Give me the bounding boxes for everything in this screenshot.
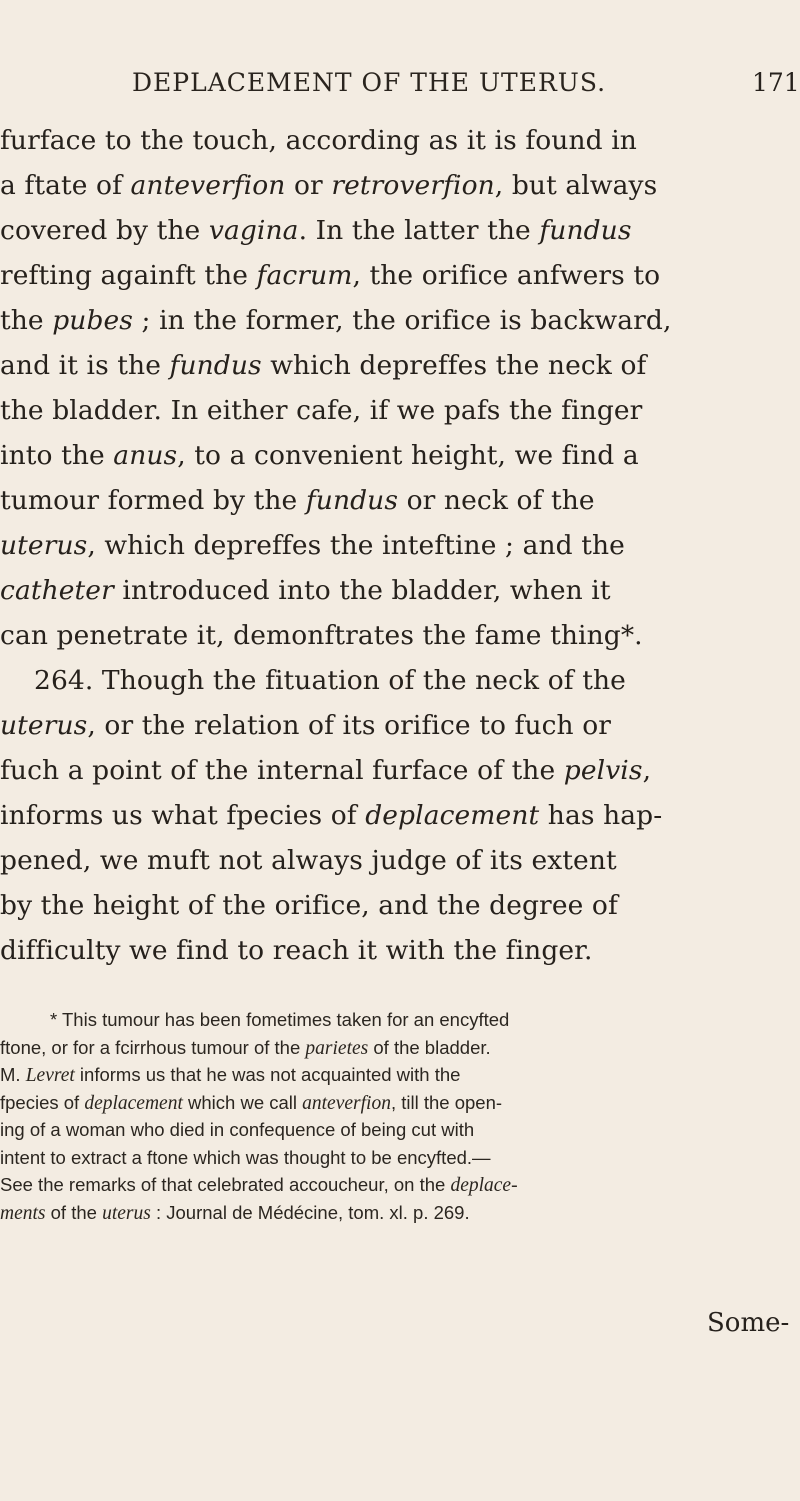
- italic-term: catheter: [0, 575, 114, 606]
- text-line: [0, 838, 800, 883]
- text-line: [0, 388, 800, 433]
- footnote-line: [0, 1006, 800, 1034]
- text-segment: 264. Though the fituation of the neck of the: [34, 665, 626, 696]
- text-segment: , to a convenient height, we find a: [177, 440, 639, 471]
- catchword: Some-: [707, 1308, 790, 1338]
- italic-term: retroverfion: [331, 170, 495, 201]
- text-segment: , but always: [494, 170, 658, 201]
- text-line: [0, 703, 800, 748]
- text-line: [0, 208, 800, 253]
- italic-term: pubes: [52, 305, 134, 336]
- italic-term: pelvis: [563, 755, 643, 786]
- italic-term: anus: [113, 440, 178, 471]
- text-segment: intent to extract a ftone which was thought to be encyfted.—: [0, 1146, 491, 1168]
- text-segment: which we call: [182, 1091, 303, 1113]
- footnote-line: [0, 1061, 800, 1089]
- running-head: [0, 68, 800, 108]
- text-segment: ; in the former, the orifice is backward,: [133, 305, 672, 336]
- italic-term: anteverfion: [302, 1092, 391, 1114]
- italic-term: deplacement: [84, 1092, 183, 1114]
- italic-term: fundus: [539, 215, 632, 246]
- italic-term: facrum: [256, 260, 353, 291]
- running-title: DEPLACEMENT OF THE UTERUS.: [132, 68, 607, 97]
- italic-term: anteverfion: [130, 170, 286, 201]
- text-segment: and it is the: [0, 350, 170, 381]
- italic-term: fundus: [169, 350, 262, 381]
- text-segment: . In the latter the: [298, 215, 540, 246]
- text-segment: a ftate of: [0, 170, 131, 201]
- text-line: [0, 253, 800, 298]
- text-segment: , which depreffes the inteftine ; and the: [87, 530, 625, 561]
- italic-term: Levret: [25, 1065, 75, 1086]
- text-line: [0, 343, 800, 388]
- text-segment: ftone, or for a fcirrhous tumour of the: [0, 1036, 306, 1058]
- italic-term: uterus: [0, 710, 88, 741]
- text-segment: pened, we muft not always judge of its extent: [0, 845, 617, 876]
- text-segment: ing of a woman who died in confequence of being cut with: [0, 1119, 475, 1140]
- text-segment: or: [285, 170, 332, 201]
- footnote-line: [0, 1171, 800, 1199]
- text-segment: fpecies of: [0, 1091, 85, 1113]
- paragraph-start-line: [0, 658, 800, 703]
- text-segment: of the: [45, 1201, 103, 1223]
- text-segment: covered by the: [0, 215, 209, 246]
- text-line: [0, 118, 800, 163]
- text-segment: of the bladder.: [368, 1036, 491, 1058]
- text-line: [0, 613, 800, 658]
- footnote-line: [0, 1199, 800, 1227]
- text-segment: introduced into the bladder, when it: [113, 575, 611, 606]
- footnote-line: [0, 1089, 800, 1117]
- text-segment: , or the relation of its orifice to fuch or: [87, 710, 612, 741]
- text-segment: the bladder. In either cafe, if we pafs the finger: [0, 395, 643, 426]
- text-line: [0, 928, 800, 973]
- italic-term: uterus: [0, 530, 88, 561]
- body-text: [0, 118, 800, 973]
- page-number: 171: [752, 68, 800, 97]
- text-segment: , till the open-: [390, 1091, 503, 1113]
- text-segment: informs us what fpecies of: [0, 800, 366, 831]
- text-segment: can penetrate it, demonftrates the fame thing*.: [0, 620, 643, 651]
- text-line: [0, 523, 800, 568]
- text-segment: or neck of the: [398, 485, 595, 516]
- text-segment: tumour formed by the: [0, 485, 306, 516]
- footnote-line: [0, 1144, 800, 1172]
- text-line: [0, 748, 800, 793]
- text-segment: furface to the touch, according as it is found in: [0, 125, 637, 156]
- footnote-line: [0, 1116, 800, 1144]
- text-segment: refting againft the: [0, 260, 257, 291]
- text-segment: into the: [0, 440, 114, 471]
- italic-term: parietes: [305, 1037, 369, 1059]
- text-segment: difficulty we find to reach it with the finger.: [0, 935, 593, 966]
- italic-term: uterus: [102, 1202, 151, 1224]
- text-line: [0, 298, 800, 343]
- text-line: [0, 433, 800, 478]
- text-segment: See the remarks of that celebrated accoucheur, on the: [0, 1174, 451, 1195]
- text-segment: the: [0, 305, 53, 336]
- text-segment: informs us that he was not acquainted with the: [74, 1064, 461, 1085]
- text-segment: has hap-: [539, 800, 663, 831]
- italic-term: vagina: [208, 215, 299, 246]
- text-segment: by the height of the orifice, and the degree of: [0, 890, 618, 921]
- text-line: [0, 883, 800, 928]
- text-line: [0, 478, 800, 523]
- text-line: [0, 163, 800, 208]
- text-segment: M.: [0, 1064, 26, 1085]
- text-segment: fuch a point of the internal furface of the: [0, 755, 564, 786]
- italic-term: fundus: [305, 485, 399, 516]
- text-segment: ,: [642, 755, 652, 786]
- text-line: [0, 568, 800, 613]
- text-line: [0, 793, 800, 838]
- footnote-line: [0, 1034, 800, 1062]
- text-segment: : Journal de Médécine, tom. xl. p. 269.: [150, 1201, 470, 1223]
- italic-term: ments: [0, 1202, 46, 1224]
- text-segment: * This tumour has been fometimes taken for an encyfted: [50, 1009, 510, 1030]
- footnote: [0, 1006, 800, 1226]
- text-segment: , the orifice anfwers to: [352, 260, 661, 291]
- italic-term: deplace-: [450, 1175, 518, 1196]
- text-segment: which depreffes the neck of: [261, 350, 647, 381]
- italic-term: deplacement: [365, 800, 540, 831]
